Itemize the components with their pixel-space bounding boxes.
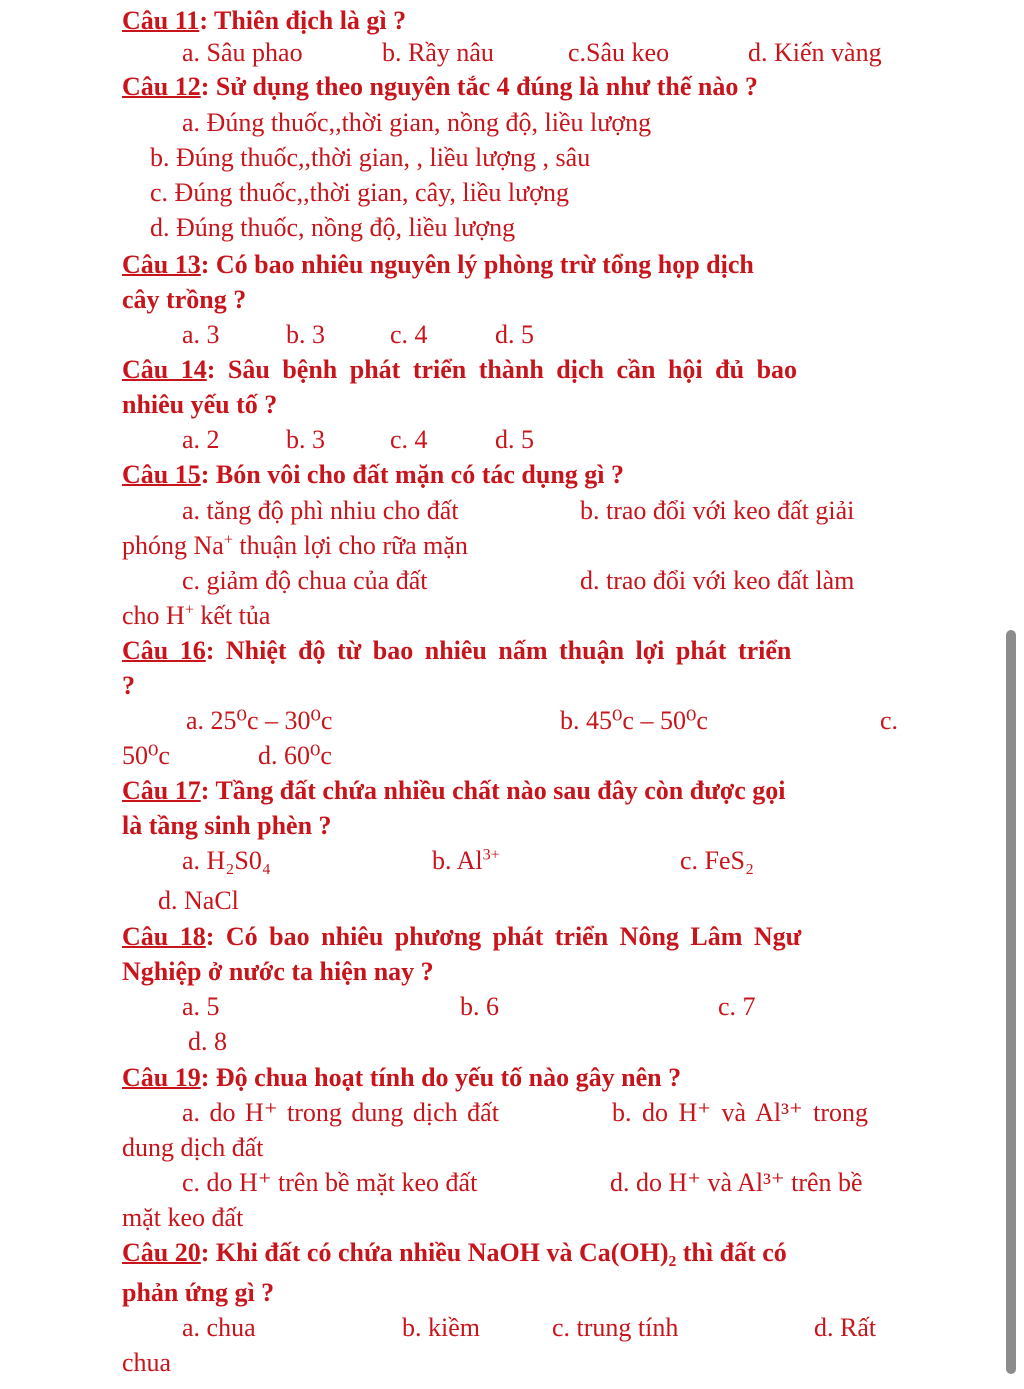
question-number: Câu 13 — [122, 250, 201, 279]
q15-option-d: d. trao đổi với keo đất làm — [580, 566, 855, 595]
text-part: b. Al — [432, 846, 483, 875]
q11-option-d: d. Kiến vàng — [748, 38, 882, 67]
q18-option-a: a. 5 — [182, 992, 220, 1021]
q14-option-a: a. 2 — [182, 425, 220, 454]
question-13-title-cont: cây trồng ? — [122, 285, 247, 314]
q19-option-d: d. do H⁺ và Al³⁺ trên bề — [610, 1168, 863, 1197]
text-part: phóng Na — [122, 531, 224, 560]
q16-option-a: a. 25⁰c – 30⁰c — [186, 706, 333, 735]
q18-option-d: d. 8 — [188, 1027, 227, 1056]
q19-option-a: a. do H⁺ trong dung dịch đất — [182, 1098, 499, 1127]
q15-option-b: b. trao đổi với keo đất giải — [580, 496, 855, 525]
vertical-scrollbar[interactable] — [1006, 630, 1016, 1374]
text-part: thuận lợi cho rữa mặn — [232, 531, 468, 560]
q11-option-c: c.Sâu keo — [568, 38, 670, 67]
question-text: : Khi đất có chứa nhiều NaOH và Ca(OH)₂ thì đất có — [200, 1238, 787, 1267]
question-17-title-cont: là tầng sinh phèn ? — [122, 811, 332, 840]
question-11-title — [122, 6, 406, 36]
question-number: Câu 18 — [122, 922, 206, 951]
q15-option-d-cont — [122, 601, 270, 631]
q12-option-d: d. Đúng thuốc, nồng độ, liều lượng — [150, 213, 516, 242]
question-number: Câu 14 — [122, 355, 207, 384]
question-number: Câu 16 — [122, 636, 206, 665]
question-text: : Có bao nhiêu nguyên lý phòng trừ tổng họp dịch — [200, 250, 754, 279]
q19-option-b-cont: dung dịch đất — [122, 1133, 264, 1162]
question-20-title — [122, 1238, 787, 1268]
q15-option-a: a. tăng độ phì nhiu cho đất — [182, 496, 459, 525]
question-text: : Thiên địch là gì ? — [199, 6, 407, 35]
question-17-title — [122, 776, 785, 806]
q17-option-a: a. H₂S0₄ — [182, 846, 271, 875]
q20-option-d: d. Rất — [814, 1313, 877, 1342]
q17-option-b — [432, 846, 500, 876]
q17-option-d: d. NaCl — [158, 886, 239, 915]
question-text: : Tầng đất chứa nhiều chất nào sau đây còn được gọi — [200, 776, 786, 805]
question-text: : Nhiệt độ từ bao nhiêu nấm thuận lợi phát triển — [205, 636, 792, 665]
q20-option-c: c. trung tính — [552, 1313, 679, 1342]
q20-option-a: a. chua — [182, 1313, 256, 1342]
question-number: Câu 12 — [122, 72, 201, 101]
question-text: : Có bao nhiêu phương phát triển Nông Lâm Ngư — [205, 922, 802, 951]
question-18-title-cont: Nghiệp ở nước ta hiện nay ? — [122, 957, 434, 986]
question-16-title — [122, 636, 904, 666]
question-text: : Sử dụng theo nguyên tắc 4 đúng là như thế nào ? — [200, 72, 758, 101]
question-14-title — [122, 355, 904, 385]
superscript: 3+ — [482, 846, 500, 864]
q18-option-c: c. 7 — [718, 992, 756, 1021]
q14-option-b: b. 3 — [286, 425, 325, 454]
question-15-title — [122, 460, 624, 490]
question-number: Câu 11 — [122, 6, 200, 35]
q13-option-b: b. 3 — [286, 320, 325, 349]
q12-option-c: c. Đúng thuốc,,thời gian, cây, liều lượng — [150, 178, 569, 207]
q19-option-b: b. do H⁺ và Al³⁺ trong — [612, 1098, 869, 1127]
text-part: kết tủa — [193, 601, 271, 630]
question-number: Câu 19 — [122, 1063, 201, 1092]
question-18-title — [122, 922, 904, 952]
q13-option-d: d. 5 — [495, 320, 534, 349]
text-part: cho H — [122, 601, 185, 630]
q13-option-a: a. 3 — [182, 320, 220, 349]
question-text: : Độ chua hoạt tính do yếu tố nào gây nên ? — [200, 1063, 682, 1092]
question-number: Câu 20 — [122, 1238, 201, 1267]
q16-option-c-value: 50⁰c — [122, 741, 170, 770]
q15-option-b-cont — [122, 531, 468, 561]
q11-option-a: a. Sâu phao — [182, 38, 303, 67]
q13-option-c: c. 4 — [390, 320, 428, 349]
question-text: : Bón vôi cho đất mặn có tác dụng gì ? — [200, 460, 625, 489]
q17-option-c: c. FeS₂ — [680, 846, 755, 875]
question-16-title-cont: ? — [122, 671, 135, 700]
q14-option-c: c. 4 — [390, 425, 428, 454]
q19-option-d-cont: mặt keo đất — [122, 1203, 244, 1232]
question-13-title — [122, 250, 904, 280]
q16-option-b: b. 45⁰c – 50⁰c — [560, 706, 708, 735]
q16-option-c-label: c. — [880, 706, 899, 735]
q18-option-b: b. 6 — [460, 992, 499, 1021]
q19-option-c: c. do H⁺ trên bề mặt keo đất — [182, 1168, 478, 1197]
superscript: + — [184, 601, 194, 619]
question-number: Câu 17 — [122, 776, 201, 805]
question-14-title-cont: nhiêu yếu tố ? — [122, 390, 278, 419]
q20-option-b: b. kiềm — [402, 1313, 480, 1342]
question-12-title — [122, 72, 758, 102]
question-19-title — [122, 1063, 681, 1093]
q16-option-d: d. 60⁰c — [258, 741, 332, 770]
question-text: : Sâu bệnh phát triển thành dịch cần hội đủ bao — [206, 355, 798, 384]
q11-option-b: b. Rầy nâu — [382, 38, 494, 67]
q15-option-c: c. giảm độ chua của đất — [182, 566, 428, 595]
q12-option-b: b. Đúng thuốc,,thời gian, , liều lượng , sâu — [150, 143, 591, 172]
superscript: + — [223, 531, 233, 549]
q12-option-a: a. Đúng thuốc,,thời gian, nồng độ, liều lượng — [182, 108, 652, 137]
question-number: Câu 15 — [122, 460, 201, 489]
q20-option-d-cont: chua — [122, 1348, 172, 1377]
q14-option-d: d. 5 — [495, 425, 534, 454]
question-20-title-cont: phản ứng gì ? — [122, 1278, 275, 1307]
